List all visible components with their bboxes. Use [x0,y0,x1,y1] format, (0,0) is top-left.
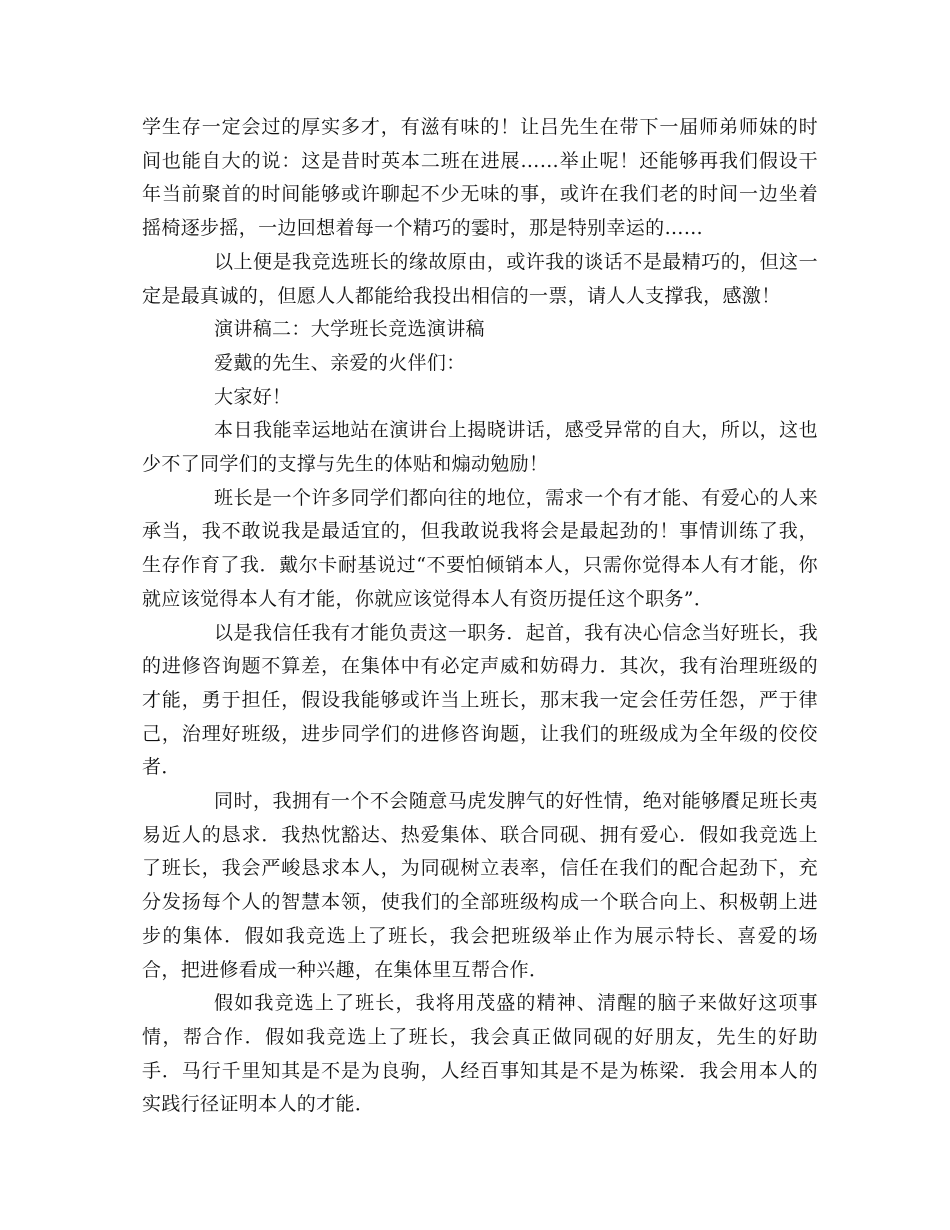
paragraph-opening: 本日我能幸运地站在演讲台上揭晓讲话，感受异常的自大，所以，这也少不了同学们的支撑与先生的体贴和煽动勉励！ [142,419,818,476]
paragraph-conclusion: 以上便是我竞选班长的缘故原由，或许我的谈话不是最精巧的，但这一定是最真诚的，但愿人人都能给我投出相信的一票，请人人支撑我，感激！ [142,250,818,307]
paragraph-commitment: 假如我竞选上了班长，我将用茂盛的精神、清醒的脑子来做好这项事情，帮合作．假如我竞选上了班长，我会真正做同砚的好朋友，先生的好助手．马行千里知其是不是为良驹，人经百事知其是不是为栋梁．我会用本人的实践行径证明本人的才能． [142,992,818,1116]
greeting: 大家好！ [214,385,292,408]
document-body [142,111,818,1122]
speech-two-title: 演讲稿二：大学班长竞选演讲稿 [214,318,485,341]
paragraph-continuation: 学生存一定会过的厚实多才，有滋有味的！让吕先生在带下一届师弟师妹的时间也能自大的说：这是昔时英本二班在进展……举止呢！还能够再我们假设干年当前聚首的时间能够或许聊起不少无味的事，或许在我们老的时间一边坐着摇椅逐步摇，一边回想着每一个精巧的霎时，那是特别幸运的…… [142,116,818,240]
salutation: 爱戴的先生、亲爱的火伴们： [214,351,466,374]
paragraph-personality: 同时，我拥有一个不会随意马虎发脾气的好性情，绝对能够餍足班长夷易近人的恳求．我热忱豁达、热爱集体、联合同砚、拥有爱心．假如我竞选上了班长，我会严峻恳求本人，为同砚树立表率，信任在我们的配合起劲下，充分发扬每个人的智慧本领，使我们的全部班级构成一个联合向上、积极朝上进步的集体．假如我竞选上了班长，我会把班级举止作为展示特长、喜爱的场合，把进修看成一种兴趣，在集体里互帮合作． [142,790,818,981]
paragraph-qualifications: 以是我信任我有才能负责这一职务．起首，我有决心信念当好班长，我的进修咨询题不算差，在集体中有必定声威和妨碍力．其次，我有治理班级的才能，勇于担任，假设我能够或许当上班长，那末我一定会任劳任怨，严于律己，治理好班级，进步同学们的进修咨询题，让我们的班级成为全年级的佼佼者． [142,621,818,779]
paragraph-monitor-role: 班长是一个许多同学们都向往的地位，需求一个有才能、有爱心的人来承当，我不敢说我是最适宜的，但我敢说我将会是最起劲的！事情训练了我，生存作育了我．戴尔卡耐基说过“不要怕倾销本人，只需你觉得本人有才能，你就应该觉得本人有才能，你就应该觉得本人有资历提任这个职务”． [142,486,818,610]
